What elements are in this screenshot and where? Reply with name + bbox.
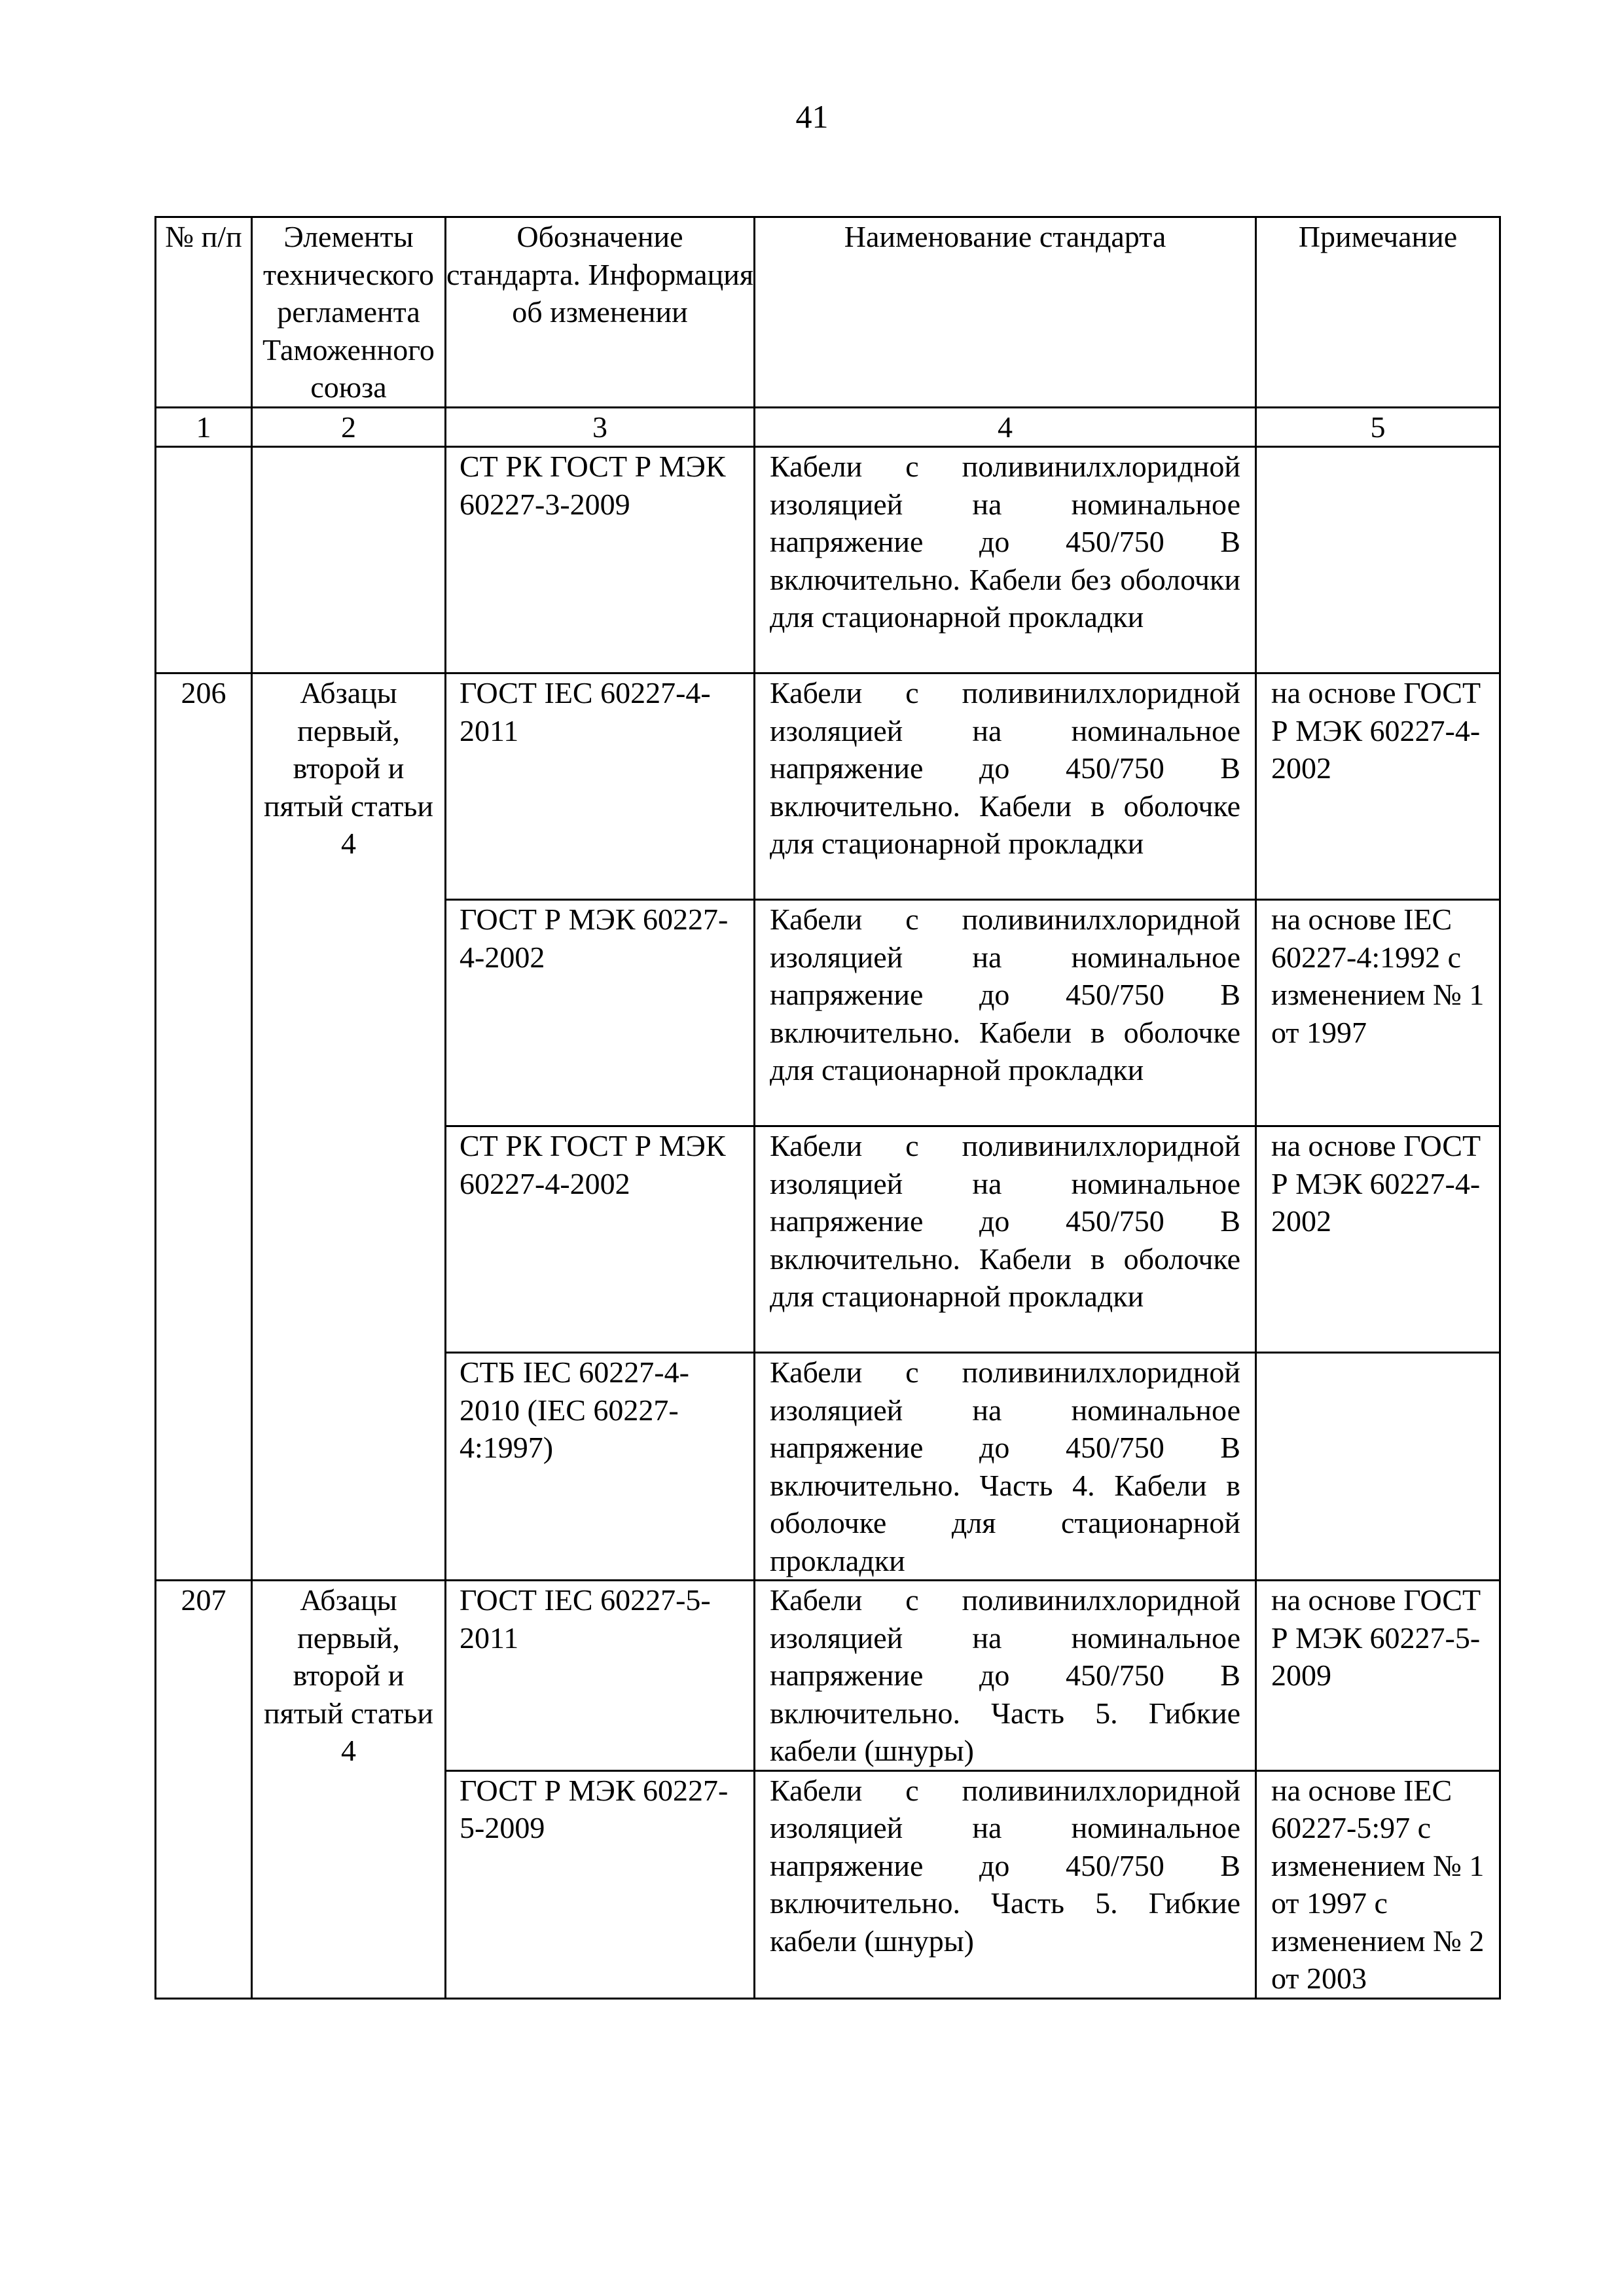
standard-note: на основе ГОСТ Р МЭК 60227-4-2002 <box>1256 1126 1500 1353</box>
header-note: Примечание <box>1256 217 1500 408</box>
standard-note <box>1256 1353 1500 1581</box>
table-row <box>156 673 1500 900</box>
standard-name: Кабели с поливинилхлоридной изоляцией на номинальное напряжение до 450/750 В включительно. Часть 4. Кабели в оболочке для стационарной прокладки <box>755 1353 1256 1581</box>
regulation-element: Абзацы первый, второй и пятый статьи 4 <box>252 1581 446 1999</box>
table-row <box>156 1581 1500 1771</box>
header-standard-name: Наименование стандарта <box>755 217 1256 408</box>
standard-name: Кабели с поливинилхлоридной изоляцией на номинальное напряжение до 450/750 В включительно. Кабели в оболочке для стационарной прокладки <box>755 900 1256 1126</box>
standard-designation: ГОСТ IEC 60227-5-2011 <box>446 1581 755 1771</box>
standard-note <box>1256 447 1500 673</box>
row-number <box>156 447 252 673</box>
header-number: № п/п <box>156 217 252 408</box>
regulation-element <box>252 447 446 673</box>
column-number: 4 <box>755 407 1256 447</box>
row-number: 206 <box>156 673 252 1581</box>
regulation-element: Абзацы первый, второй и пятый статьи 4 <box>252 673 446 1581</box>
standard-note: на основе IEC 60227-5:97 с изменением № 1 от 1997 с изменением № 2 от 2003 <box>1256 1770 1500 1998</box>
column-number: 5 <box>1256 407 1500 447</box>
column-number: 1 <box>156 407 252 447</box>
column-numbers-row <box>156 407 1500 447</box>
standard-name: Кабели с поливинилхлоридной изоляцией на номинальное напряжение до 450/750 В включительно. Часть 5. Гибкие кабели (шнуры) <box>755 1581 1256 1771</box>
standard-name: Кабели с поливинилхлоридной изоляцией на номинальное напряжение до 450/750 В включительно. Кабели без оболочки для стационарной прокладки <box>755 447 1256 673</box>
standards-table <box>154 216 1501 2000</box>
column-number: 3 <box>446 407 755 447</box>
standard-designation: СТ РК ГОСТ Р МЭК 60227-3-2009 <box>446 447 755 673</box>
standard-designation: СТБ IEC 60227-4-2010 (IEC 60227-4:1997) <box>446 1353 755 1581</box>
standard-name: Кабели с поливинилхлоридной изоляцией на номинальное напряжение до 450/750 В включительно. Кабели в оболочке для стационарной прокладки <box>755 1126 1256 1353</box>
table-header-row <box>156 217 1500 408</box>
standard-designation: ГОСТ IEC 60227-4-2011 <box>446 673 755 900</box>
row-number: 207 <box>156 1581 252 1999</box>
standard-name: Кабели с поливинилхлоридной изоляцией на номинальное напряжение до 450/750 В включительно. Часть 5. Гибкие кабели (шнуры) <box>755 1770 1256 1998</box>
standard-note: на основе ГОСТ Р МЭК 60227-5-2009 <box>1256 1581 1500 1771</box>
standard-designation: ГОСТ Р МЭК 60227-4-2002 <box>446 900 755 1126</box>
column-number: 2 <box>252 407 446 447</box>
standard-note: на основе IEC 60227-4:1992 с изменением № 1 от 1997 <box>1256 900 1500 1126</box>
standard-note: на основе ГОСТ Р МЭК 60227-4-2002 <box>1256 673 1500 900</box>
page-number: 41 <box>795 98 829 135</box>
header-standard-designation: Обозначение стандарта. Информация об изменении <box>446 217 755 408</box>
standard-name: Кабели с поливинилхлоридной изоляцией на номинальное напряжение до 450/750 В включительно. Кабели в оболочке для стационарной прокладки <box>755 673 1256 900</box>
standard-designation: ГОСТ Р МЭК 60227-5-2009 <box>446 1770 755 1998</box>
header-regulation-elements: Элементы технического регламента Таможенного союза <box>252 217 446 408</box>
standard-designation: СТ РК ГОСТ Р МЭК 60227-4-2002 <box>446 1126 755 1353</box>
table-row <box>156 447 1500 673</box>
